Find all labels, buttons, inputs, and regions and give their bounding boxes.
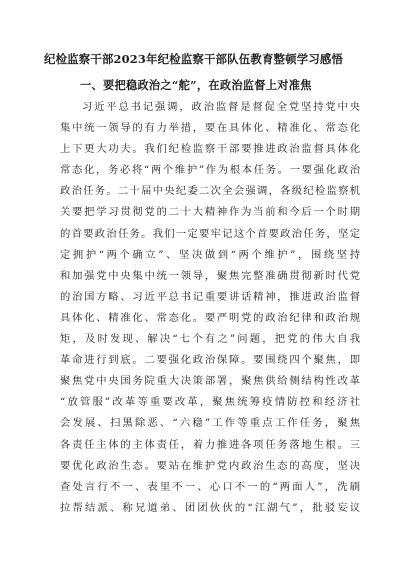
text-line: 上下更大功夫。我们纪检监察干部要推进政治监督具体化 (60, 143, 360, 156)
text-line: 定拥护“两个确立”、坚决做到“两个维护”，围绕坚持 (60, 248, 360, 261)
text-line: “放管服”改革等重要改革，聚焦统筹疫情防控和经济社 (60, 396, 360, 409)
body-text (60, 97, 360, 519)
text-line: 关要把学习贯彻党的二十大精神作为当前和今后一个时期 (60, 206, 360, 219)
text-line: 习近平总书记强调，政治监督是督促全党坚持党中央 (82, 101, 360, 113)
text-line: 要优化政治生态。要站在维护党内政治生态的高度，坚决 (60, 459, 360, 472)
text-line: 的治国方略、习近平总书记重要讲话精神，推进政治监督 (60, 290, 360, 303)
text-line: 集中统一领导的有力举措，要在具体化、精准化、常态化 (60, 122, 360, 135)
text-line: 具体化、精准化、常态化。要严明党的政治纪律和政治规 (60, 311, 360, 324)
text-line: 常态化，务必将“两个维护”作为根本任务。一要强化政治 (60, 164, 360, 177)
text-line: 会发展、扫黑除恶、“六稳”工作等重点工作任务，聚焦 (60, 417, 360, 430)
text-line: 政治任务。二十届中央纪委二次全会强调，各级纪检监察机 (60, 185, 360, 198)
text-line: 各责任主体的主体责任，着力推进各项任务落地生根。三 (60, 438, 360, 451)
text-line: 革命进行到底。二要强化政治保障。要围绕四个聚焦，即 (60, 354, 360, 367)
text-line: 和加强党中央集中统一领导，聚焦完整准确贯彻新时代党 (60, 269, 360, 282)
text-line: 矩，及时发现、解决“七个有之”问题，把党的伟大自我 (60, 333, 360, 346)
text-line: 拉帮结派、称兄道弟、团团伙伙的“江湖气”，批驳妄议 (60, 501, 360, 514)
text-line: 聚焦党中央国务院重大决策部署，聚焦供给侧结构性改革 (60, 375, 360, 388)
text-line: 的首要政治任务。我们一定要牢记这个首要政治任务，坚定 (60, 227, 360, 240)
text-line: 查处言行不一、表里不一、心口不一的“两面人”，洗刷 (60, 480, 360, 493)
document-title: 纪检监察干部2023年纪检监察干部队伍教育整顿学习感悟 (44, 52, 344, 66)
section-heading: 一、要把稳政治之“舵”，在政治监督上对准焦 (80, 78, 312, 92)
